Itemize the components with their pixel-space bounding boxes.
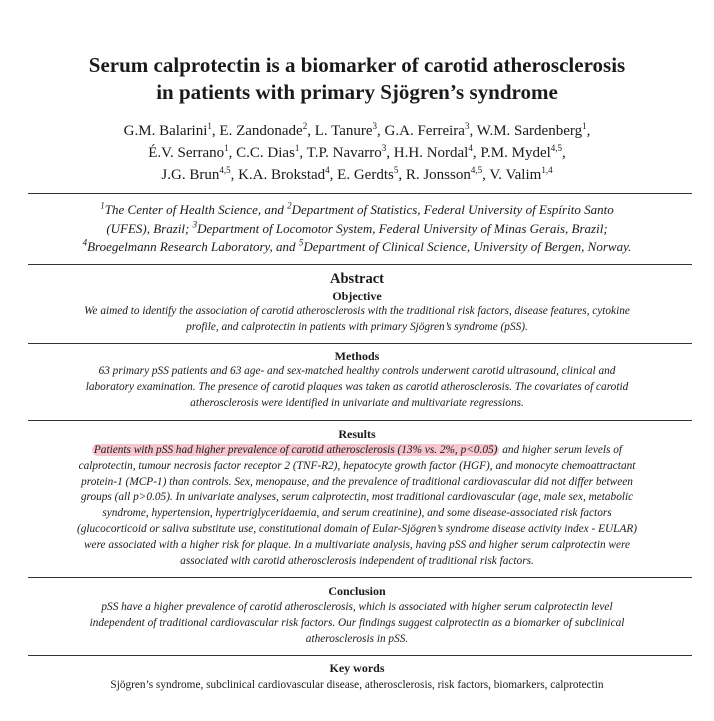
author-line-2: É.V. Serrano$^1$, C.C. Dias$^1$, T.P. Navarro$^3$, H.H. Nordal$^4$, P.M. Mydel$^{4,5}$, <box>148 143 566 161</box>
divider-abstract <box>28 264 692 265</box>
objective-heading: Objective <box>332 289 382 303</box>
author: K.A. Brokstad <box>238 167 326 183</box>
author: P.M. Mydel <box>480 145 551 161</box>
author: E. Zandonade <box>219 123 303 139</box>
highlighted-finding: Patients with pSS had higher prevalence of carotid atherosclerosis (13% vs. 2%, p<0.05) <box>93 444 498 456</box>
author: G.M. Balarini <box>123 123 208 139</box>
results-heading: Results <box>338 427 376 441</box>
author-affiliation-mark: 1,4 <box>541 165 553 175</box>
author-affiliation-mark: 4,5 <box>470 165 483 175</box>
author-affiliation-mark: 1 <box>582 121 587 131</box>
author-affiliation-mark: 1 <box>207 121 212 131</box>
author-affiliation-mark: 3 <box>381 143 387 153</box>
divider-methods <box>28 343 692 344</box>
conclusion-text: pSS have a higher prevalence of carotid atherosclerosis, which is associated with higher serum calprotectin level independent of traditional cardiovascular risk factors. Our findings suggest calprotectin as a biomarker of subclinical atherosclerosis in pSS. <box>89 601 625 645</box>
author-line-1: G.M. Balarini$^1$, E. Zandonade$^2$, L. Tanure$^3$, G.A. Ferreira$^3$, W.M. Sardenberg$^1$, <box>123 121 591 139</box>
affiliation-line-2: (UFES), Brazil; $^3$Department of Locomotor System, Federal University of Minas Gerais, Brazil; <box>106 219 608 236</box>
author-affiliation-mark: 1 <box>294 143 300 153</box>
results-text: Patients with pSS had higher prevalence of carotid atherosclerosis (13% vs. 2%, p<0.05) and higher serum levels of calprotectin, tumour necrosis factor receptor 2 (TNF-R2), hepatocyte growth factor (HGF), and monocyte chemoattractant protein-1 (MCP-1) than controls. Sex, menopause, and the prevalence of traditional cardiovascular did not differ between groups (all p>0.05). In univariate analyses, serum calprotectin, most traditional cardiovascular (age, male sex, metabolic syndrome, hypertension, hypertriglyceridaemia, and serum creatinine), and some disease-associated risk factors (glucocorticoid or saliva substitute use, constitutional domain of Eular-Sjögren’s syndrome disease activity index - EULAR) were associated with a higher risk for plaque. In a multivariate analysis, having pSS and higher serum calprotectin were associated with carotid atherosclerosis independent of traditional risk factors. <box>24 443 690 569</box>
author: C.C. Dias <box>236 145 295 161</box>
author: W.M. Sardenberg <box>476 123 583 139</box>
divider-conclusion <box>28 577 692 578</box>
author-affiliation-mark: 5 <box>393 165 399 175</box>
author-list <box>0 120 714 186</box>
author: J.G. Brun <box>161 167 220 183</box>
author-affiliation-mark: 4 <box>468 143 473 153</box>
divider-top <box>28 193 692 194</box>
author: É.V. Serrano <box>148 145 225 161</box>
author-line-3: J.G. Brun$^{4,5}$, K.A. Brokstad$^4$, E. Gerdts$^5$, R. Jonsson$^{4,5}$, V. Valim$^{1,4}$ <box>161 165 553 183</box>
author: T.P. Navarro <box>306 145 382 161</box>
affiliations <box>20 201 694 257</box>
methods-text: 63 primary pSS patients and 63 age- and sex-matched healthy controls underwent carotid ultrasound, clinical and laboratory examination. The presence of carotid plaques was taken as carotid atherosclerosis. The covariates of carotid atherosclerosis were identified in univariate and multivariate regressions. <box>85 365 629 409</box>
methods-heading: Methods <box>334 349 380 363</box>
conclusion-heading: Conclusion <box>328 584 386 598</box>
objective-text: We aimed to identify the association of carotid atherosclerosis with the traditional risk factors, disease features, cytokine profile, and calprotectin in patients with primary Sjögren’s syndrome (pSS). <box>84 305 630 333</box>
author: V. Valim <box>489 167 542 183</box>
divider-keywords <box>28 655 692 656</box>
author-affiliation-mark: 3 <box>372 121 378 131</box>
results-line-1: Patients with pSS had higher prevalence of carotid atherosclerosis (13% vs. 2%, p<0.05) and higher serum levels of <box>93 444 623 456</box>
author-affiliation-mark: 4,5 <box>219 165 231 175</box>
author-affiliation-mark: 4,5 <box>550 143 563 153</box>
author-affiliation-mark: 1 <box>224 143 229 153</box>
title-line-2: in patients with primary Sjögren’s syndrome <box>156 80 558 104</box>
title-line-1: Serum calprotectin is a biomarker of carotid atherosclerosis <box>88 53 626 77</box>
keywords-text: Sjögren’s syndrome, subclinical cardiovascular disease, atherosclerosis, risk factors, biomarkers, calprotectin <box>110 679 604 691</box>
author-affiliation-mark: 4 <box>325 165 330 175</box>
author-affiliation-mark: 2 <box>302 121 308 131</box>
author-affiliation-mark: 3 <box>464 121 470 131</box>
divider-results <box>28 420 692 421</box>
affiliation-line-3: $^4$Broegelmann Research Laboratory, and $^5$Department of Clinical Science, University of Bergen, Norway. <box>82 237 632 254</box>
author: H.H. Nordal <box>393 145 469 161</box>
keywords-heading: Key words <box>329 661 385 675</box>
author: E. Gerdts <box>337 167 394 183</box>
paper-title <box>0 52 714 106</box>
author: G.A. Ferreira <box>384 123 465 139</box>
affiliation-line-1: $^1$The Center of Health Science, and $^2$Department of Statistics, Federal University of Espírito Santo <box>100 200 614 217</box>
abstract-heading: Abstract <box>330 271 384 287</box>
author: L. Tanure <box>314 123 373 139</box>
author: R. Jonsson <box>405 167 471 183</box>
